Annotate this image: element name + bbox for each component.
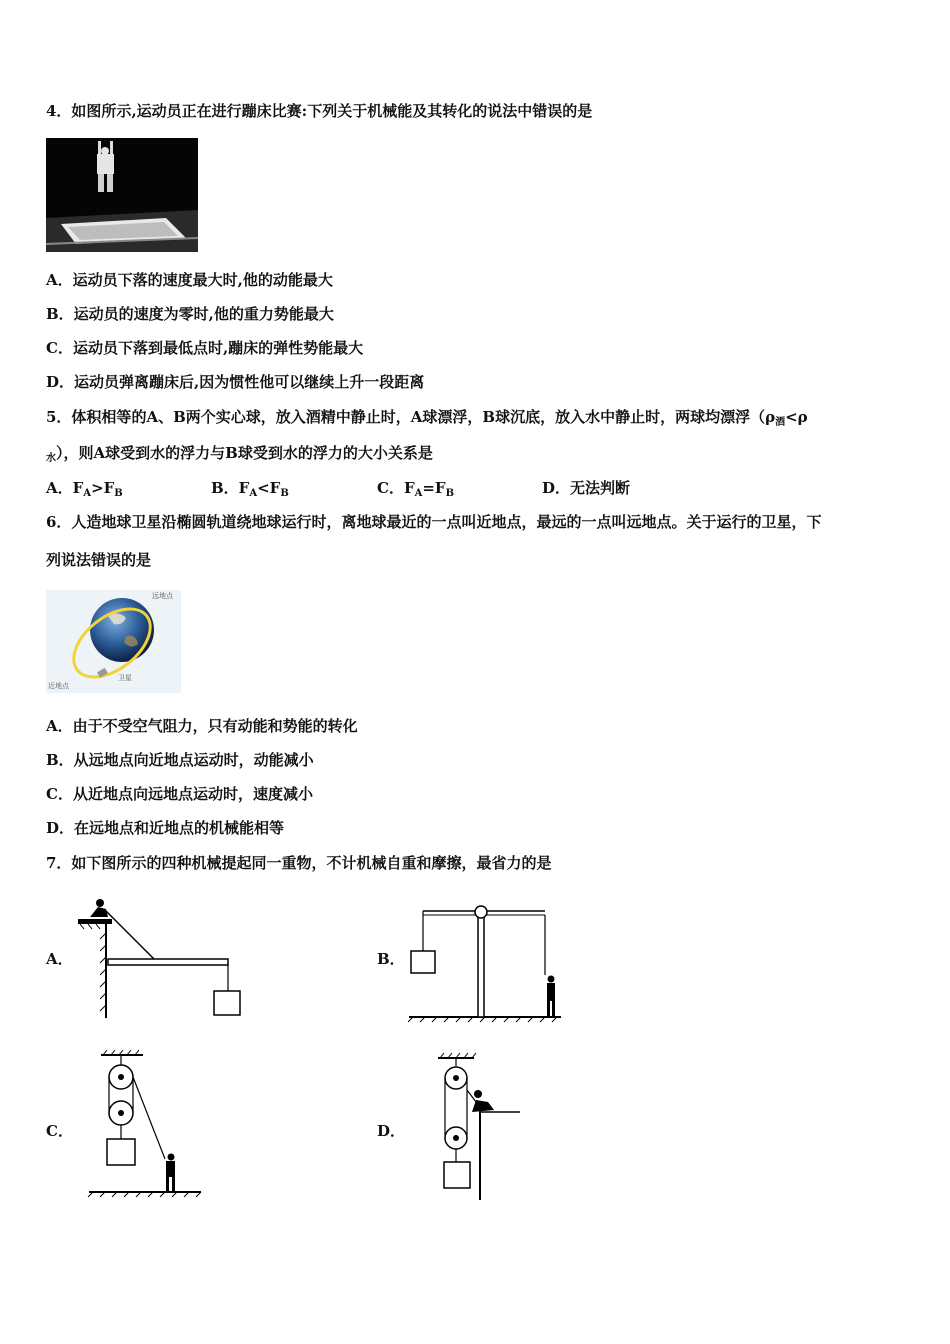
q7-label-c: C．	[46, 1122, 73, 1140]
q5-stem-line1	[46, 407, 808, 433]
q6-option-a: A．由于不受空气阻力，只有动能和势能的转化	[46, 717, 358, 735]
machine-c-figure	[85, 1047, 205, 1199]
q4-option-a: A．运动员下落的速度最大时,他的动能最大	[46, 271, 333, 289]
q5-stem-line2	[46, 443, 433, 469]
near-point-label: 近地点	[48, 682, 69, 690]
q5-c-op: =F	[422, 479, 446, 497]
q5-a-prefix: A．F	[46, 479, 84, 497]
rho-alcohol-subscript: 酒	[775, 417, 786, 428]
earth-orbit-figure	[46, 590, 181, 693]
q5-stem-text2: ），则A球受到水的浮力与B球受到水的浮力的大小关系是	[56, 444, 433, 462]
q5-a-op: >F	[91, 479, 115, 497]
q5-option-b	[211, 478, 289, 504]
q5-b-prefix: B．F	[211, 479, 250, 497]
q5-b-op: <F	[257, 479, 281, 497]
q7-label-b: B．	[377, 950, 405, 968]
q6-stem-line2: 列说法错误的是	[46, 551, 152, 569]
q5-option-a	[46, 478, 123, 504]
trampoline-photo	[46, 138, 198, 252]
q4-option-c: C．运动员下落到最低点时,蹦床的弹性势能最大	[46, 339, 364, 357]
q5-a-sub1: A	[83, 488, 92, 499]
far-point-label: 远地点	[152, 592, 173, 600]
q5-c-sub1: A	[414, 488, 423, 499]
q5-a-sub2: B	[114, 488, 123, 499]
rho-water-subscript: 水	[46, 453, 56, 464]
q7-label-a: A．	[46, 950, 73, 968]
machine-a-figure	[78, 893, 248, 1021]
q5-c-sub2: B	[445, 488, 455, 499]
q5-b-sub2: B	[280, 488, 289, 499]
q6-option-c: C．从近地点向远地点运动时，速度减小	[46, 785, 313, 803]
q4-option-d: D．运动员弹离蹦床后,因为惯性他可以继续上升一段距离	[46, 373, 425, 391]
machine-d-figure	[432, 1050, 527, 1202]
q5-stem-text: 5．体积相等的A、B两个实心球，放入酒精中静止时，A球漂浮，B球沉底，放入水中静止时，两球均漂浮（ρ	[46, 408, 776, 426]
q5-option-c	[377, 478, 454, 504]
rho-less-than: <ρ	[785, 408, 808, 426]
machine-b-figure	[405, 893, 565, 1023]
q6-stem-line1: 6．人造地球卫星沿椭圆轨道绕地球运行时，离地球最近的一点叫近地点，最远的一点叫远地点。关于运行的卫星，下	[46, 513, 822, 531]
q7-stem: 7．如下图所示的四种机械提起同一重物，不计机械自重和摩擦，最省力的是	[46, 854, 552, 872]
q5-option-d: D．无法判断	[542, 479, 631, 497]
q6-option-b: B．从远地点向近地点运动时，动能减小	[46, 751, 314, 769]
q7-label-d: D．	[377, 1122, 406, 1140]
satellite-label: 卫星	[118, 674, 132, 682]
q6-option-d: D．在远地点和近地点的机械能相等	[46, 819, 285, 837]
q4-stem: 4．如图所示,运动员正在进行蹦床比赛:下列关于机械能及其转化的说法中错误的是	[46, 102, 593, 120]
q5-b-sub1: A	[249, 488, 258, 499]
q5-c-prefix: C．F	[377, 479, 415, 497]
q4-option-b: B．运动员的速度为零时,他的重力势能最大	[46, 305, 334, 323]
